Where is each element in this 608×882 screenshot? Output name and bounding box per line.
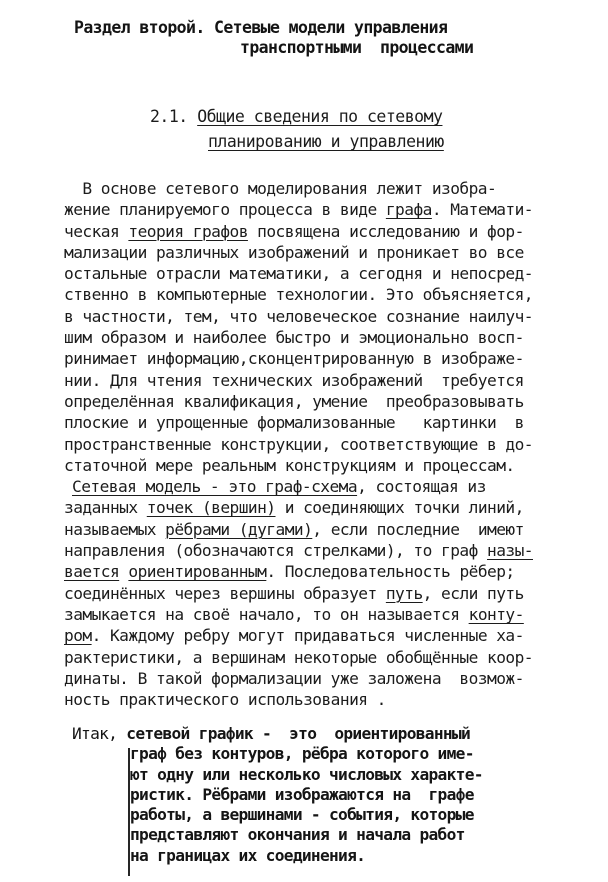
definition-line: граф без контуров, рёбра которого име- xyxy=(130,744,474,764)
section-title-line-1: Раздел второй. Сетевые модели управления xyxy=(74,18,448,37)
text-run: соединённых через вершины образует xyxy=(64,583,386,603)
para2-line xyxy=(64,497,600,518)
term-network-model: Сетевая модель - это граф-схема xyxy=(72,477,358,497)
para1-line: определённая квалификация, умение преобразовывать xyxy=(64,391,524,411)
term-called: назы- xyxy=(487,541,533,561)
subsection-title xyxy=(150,104,590,154)
term-points: точек (вершин) xyxy=(146,498,276,518)
definition-margin-bracket xyxy=(128,748,130,876)
para1-line: нии. Для чтения технических изображений требуется xyxy=(64,370,524,390)
text-run: направления (обозначаются стрелками), то граф xyxy=(64,541,488,561)
term-oriented: ориентированным xyxy=(128,562,267,582)
para1-line: статочной мере реальным конструкциям и процессам. xyxy=(64,455,515,475)
para1-line: ственно в компьютерные технологии. Это объясняется, xyxy=(64,285,533,305)
section-title xyxy=(40,18,600,58)
definition-line: ристик. Рёбрами изображаются на графе xyxy=(130,784,474,804)
term-edges: рёбрами (дугами) xyxy=(165,519,313,539)
para2-line: рактеристики, а вершинам некоторые обобщённые коор- xyxy=(64,647,533,667)
definition-line: ют одну или несколько числовых характе- xyxy=(130,764,483,784)
para2-line xyxy=(64,540,600,561)
subsection-title-line-1 xyxy=(150,104,590,129)
para1-line: пространственные конструкции, соответствующие в до- xyxy=(64,434,533,454)
para1-line: шим образом и наиболее быстро и эмоционально восп- xyxy=(64,328,524,348)
section-title-line-2: транспортными процессами xyxy=(240,38,474,57)
definition-lead: Итак, xyxy=(72,724,127,743)
term-path: путь xyxy=(385,583,423,603)
definition-line: на границах их соединения. xyxy=(130,845,366,865)
text-run: , если путь xyxy=(422,583,524,603)
term-graph: графа xyxy=(385,200,432,220)
para2-line xyxy=(64,625,600,646)
text-run: . Математи- xyxy=(431,200,533,220)
para1-line: мализации различных изображений и проникает во все xyxy=(64,242,524,262)
term-contour-cont: ром xyxy=(64,626,92,646)
text-run: , если последние имеют xyxy=(312,519,524,539)
subsection-title-text-2: планированию и управлению xyxy=(208,132,444,151)
text-run: называемых xyxy=(64,519,166,539)
text-run: жение планируемого процесса в виде xyxy=(64,200,386,220)
text-run: сетевой график - это ориентированный xyxy=(126,724,471,743)
definition-line: представляют окончания и начала работ xyxy=(130,825,465,845)
para1-line: в частности, тем, что человеческое сознание наилуч- xyxy=(64,306,533,326)
para2-line xyxy=(64,604,600,625)
text-run: . Каждому ребру могут придаваться численные ха- xyxy=(91,626,524,646)
text-run: посвящена исследованию и фор- xyxy=(247,221,524,241)
para2-line: динаты. В такой формализации уже заложена возмож- xyxy=(64,668,524,688)
text-run: ческая xyxy=(64,221,129,241)
definition-line xyxy=(72,724,608,744)
para1-line: В основе сетевого моделирования лежит изобра- xyxy=(64,179,497,198)
para2-line: ность практического использования . xyxy=(64,690,386,710)
term-graph-theory: теория графов xyxy=(128,221,248,241)
para1-line: плоские и упрощенные формализованные картинки в xyxy=(64,413,524,433)
para2-line xyxy=(64,476,600,497)
text-run: . Последовательность рёбер; xyxy=(266,562,515,582)
definition-line: работы, а вершинами - события, которые xyxy=(130,805,474,825)
text-run xyxy=(119,562,128,581)
para2-line xyxy=(64,561,600,582)
para1-line: ринимает информацию,сконцентрированную в изображе- xyxy=(64,349,524,369)
text-run: и соединяющих точки линий, xyxy=(275,498,524,518)
term-called-cont: вается xyxy=(64,562,120,582)
para1-line xyxy=(64,199,600,220)
body-text xyxy=(64,178,600,710)
para1-line: остальные отрасли математики, а сегодня и непосред- xyxy=(64,264,533,284)
text-run: , состоящая из xyxy=(357,477,486,497)
para2-line xyxy=(64,583,600,604)
subsection-title-text-1: Общие сведения по сетевому xyxy=(197,107,443,126)
text-run: замыкается на своё начало, то он называется xyxy=(64,604,469,624)
definition-block xyxy=(72,724,608,866)
para2-line xyxy=(64,519,600,540)
para1-line xyxy=(64,221,600,242)
subsection-title-line-2 xyxy=(150,129,590,154)
subsection-number: 2.1. xyxy=(150,107,188,126)
term-contour: конту- xyxy=(468,604,524,624)
text-run: заданных xyxy=(64,498,147,518)
